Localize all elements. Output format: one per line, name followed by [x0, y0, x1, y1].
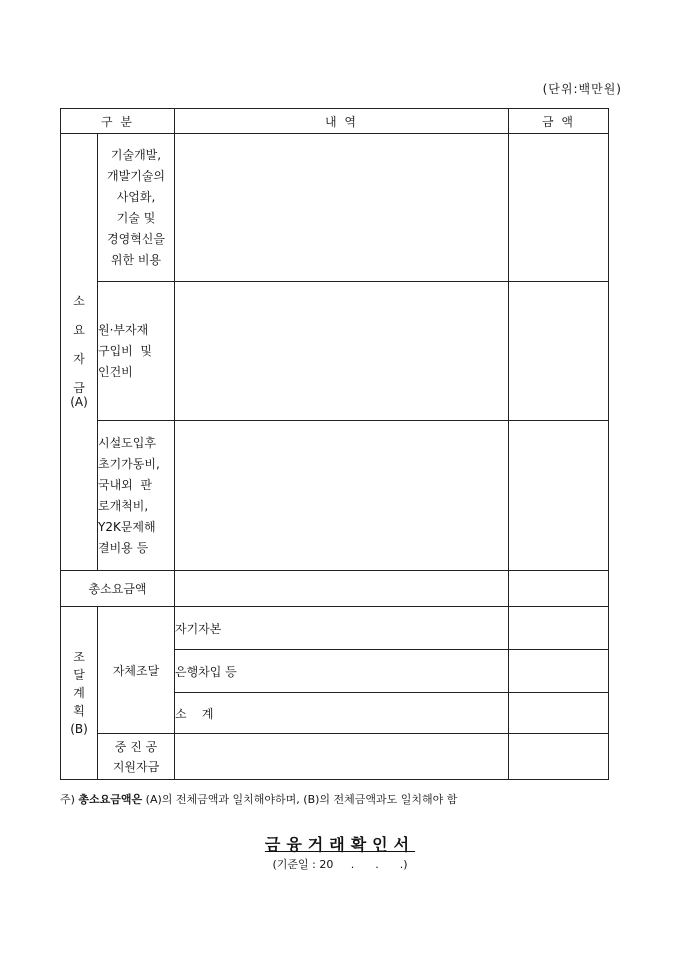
header-amount: 금 액 [509, 109, 609, 134]
total-label: 총소요금액 [61, 571, 175, 607]
bank-loan-amount[interactable] [509, 650, 609, 693]
bank-loan-label: 은행차입 등 [175, 650, 509, 693]
required-item-facility: 시설도입후 초기가동비, 국내외 판 로개척비, Y2K문제해 결비용 등 [98, 421, 175, 571]
total-amount[interactable] [509, 571, 609, 607]
subtotal-amount[interactable] [509, 693, 609, 734]
required-details-2[interactable] [175, 282, 509, 421]
required-amount-2[interactable] [509, 282, 609, 421]
equity-label: 자기자본 [175, 607, 509, 650]
required-row-3 [61, 421, 609, 571]
header-category: 구 분 [61, 109, 175, 134]
footnote-rest: (A)의 전체금액과 일치해야하며, (B)의 전체금액과도 일치해야 함 [142, 793, 458, 806]
required-row-2 [61, 282, 609, 421]
required-item-tech: 기술개발, 개발기술의 사업화, 기술 및 경영혁신을 위한 비용 [98, 134, 175, 282]
agency-support-details[interactable] [175, 734, 509, 780]
footnote: 주) 총소요금액은 (A)의 전체금액과 일치해야하며, (B)의 전체금액과도 일치해야 함 [60, 793, 458, 806]
header-row [61, 109, 609, 134]
agency-support-label: 중 진 공 지원자금 [98, 734, 175, 780]
funding-plan-label: 조 달 계 획 (B) [61, 607, 98, 780]
funding-row-equity [61, 607, 609, 650]
funding-row-agency [61, 734, 609, 780]
required-details-3[interactable] [175, 421, 509, 571]
total-details[interactable] [175, 571, 509, 607]
required-details-1[interactable] [175, 134, 509, 282]
required-item-materials: 원·부자재 구입비 및 인건비 [98, 282, 175, 421]
footnote-bold: 총소요금액은 [78, 793, 143, 806]
total-row [61, 571, 609, 607]
equity-amount[interactable] [509, 607, 609, 650]
required-amount-3[interactable] [509, 421, 609, 571]
required-amount-1[interactable] [509, 134, 609, 282]
funding-plan-table [60, 108, 609, 780]
agency-support-amount[interactable] [509, 734, 609, 780]
self-funding-label: 자체조달 [98, 607, 175, 734]
reference-date: (기준일 : 20 . . .) [272, 858, 408, 871]
required-funds-label: 소 요 자 금 (A) [61, 134, 98, 571]
required-row-1 [61, 134, 609, 282]
header-details: 내 역 [175, 109, 509, 134]
document-title: 금융거래확인서 [264, 835, 416, 854]
unit-label: (단위:백만원) [542, 82, 622, 96]
subtotal-label: 소 계 [175, 693, 509, 734]
